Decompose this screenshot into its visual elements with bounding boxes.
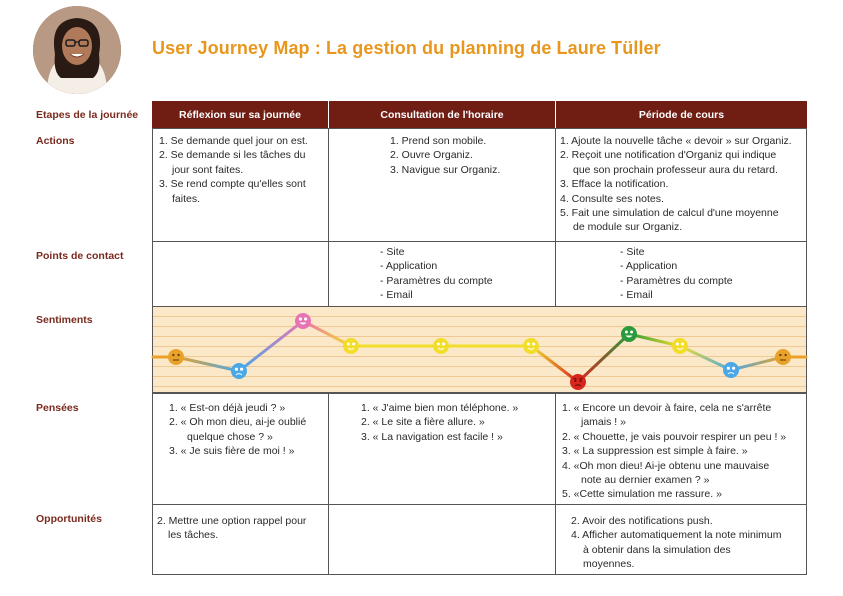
row-label-pensees: Pensées (36, 402, 79, 414)
list-item: 4. Consulte ses notes. (560, 192, 664, 205)
opportunites-cell-2 (328, 504, 556, 575)
list-item: de module sur Organiz. (573, 221, 683, 234)
avatar (33, 6, 121, 94)
list-item: faites. (172, 192, 201, 205)
opportunites-cell-1 (152, 504, 329, 575)
list-item: 2. « Le site a fière allure. » (361, 416, 485, 429)
list-item: - Application (620, 260, 678, 273)
list-item: 1. Prend son mobile. (390, 135, 487, 147)
list-item: 1. « Encore un devoir à faire, cela ne s'arrête (562, 402, 772, 414)
sentiments-band (152, 306, 807, 393)
pensees-cell-2 (328, 393, 556, 505)
list-item: que son prochain professeur aura du retard. (573, 163, 778, 176)
points-cell-3 (555, 241, 807, 307)
list-item: 1. « Est-on déjà jeudi ? » (169, 402, 286, 414)
points-cell-2 (328, 241, 556, 307)
list-item: 3. « La navigation est facile ! » (361, 430, 503, 443)
pensees-cell-3 (555, 393, 807, 505)
row-label-points-de-contact: Points de contact (36, 250, 124, 262)
list-item: 4. Afficher automatiquement la note minimum (571, 529, 782, 542)
row-label-actions: Actions (36, 135, 75, 147)
list-item: 1. « J'aime bien mon téléphone. » (361, 402, 519, 414)
list-item: 2. Mettre une option rappel pour (157, 515, 307, 527)
list-item: 2. « Oh mon dieu, ai-je oublié (169, 416, 307, 429)
list-item: 2. Reçoit une notification d'Organiz qui indique (560, 149, 777, 162)
list-item: - Email (380, 289, 413, 302)
list-item: 3. « Je suis fière de moi ! » (169, 445, 295, 458)
list-item: - Site (380, 246, 405, 258)
list-item: 2. Ouvre Organiz. (390, 149, 473, 162)
list-item: 3. Se rend compte qu'elles sont (159, 178, 306, 191)
list-item: - Email (620, 289, 653, 302)
list-item: - Paramètres du compte (620, 274, 733, 287)
points-cell-1 (152, 241, 329, 307)
list-item: 2. Se demande si les tâches du (159, 149, 306, 162)
list-item: 5. «Cette simulation me rassure. » (562, 488, 722, 501)
list-item: moyennes. (583, 558, 635, 571)
list-item: - Paramètres du compte (380, 274, 493, 287)
phase-header-reflexion: Réflexion sur sa journée (152, 101, 328, 128)
list-item: 3. « La suppression est simple à faire. » (562, 445, 748, 458)
pensees-cell-1 (152, 393, 329, 505)
actions-cell-3 (555, 128, 807, 242)
list-item: les tâches. (168, 529, 219, 542)
opportunites-cell-3 (555, 504, 807, 575)
phase-header-consultation: Consultation de l'horaire (328, 101, 555, 128)
list-item: jour sont faites. (172, 163, 244, 176)
row-label-opportunites: Opportunités (36, 513, 102, 525)
list-item: - Application (380, 260, 438, 273)
actions-cell-2 (328, 128, 556, 242)
row-label-etapes: Etapes de la journée (36, 109, 139, 121)
list-item: 2. Avoir des notifications push. (571, 515, 713, 527)
list-item: quelque chose ? » (187, 430, 273, 443)
list-item: 4. «Oh mon dieu! Ai-je obtenu une mauvaise (562, 459, 770, 472)
page-title: User Journey Map : La gestion du planning de Laure Tüller (152, 38, 661, 58)
list-item: 5. Fait une simulation de calcul d'une moyenne (560, 207, 779, 220)
list-item: 1. Ajoute la nouvelle tâche « devoir » sur Organiz. (560, 135, 792, 147)
list-item: 3. Efface la notification. (560, 178, 669, 191)
actions-cell-1 (152, 128, 329, 242)
phase-header-periode: Période de cours (555, 101, 807, 128)
list-item: 2. « Chouette, je vais pouvoir respirer un peu ! » (562, 430, 787, 443)
persona-portrait (33, 6, 121, 94)
list-item: jamais ! » (581, 416, 626, 429)
list-item: 1. Se demande quel jour on est. (159, 135, 308, 147)
list-item: - Site (620, 246, 645, 258)
list-item: à obtenir dans la simulation des (583, 543, 731, 556)
list-item: note au dernier examen ? » (581, 474, 710, 487)
list-item: 3. Navigue sur Organiz. (390, 163, 501, 176)
row-label-sentiments: Sentiments (36, 314, 93, 326)
